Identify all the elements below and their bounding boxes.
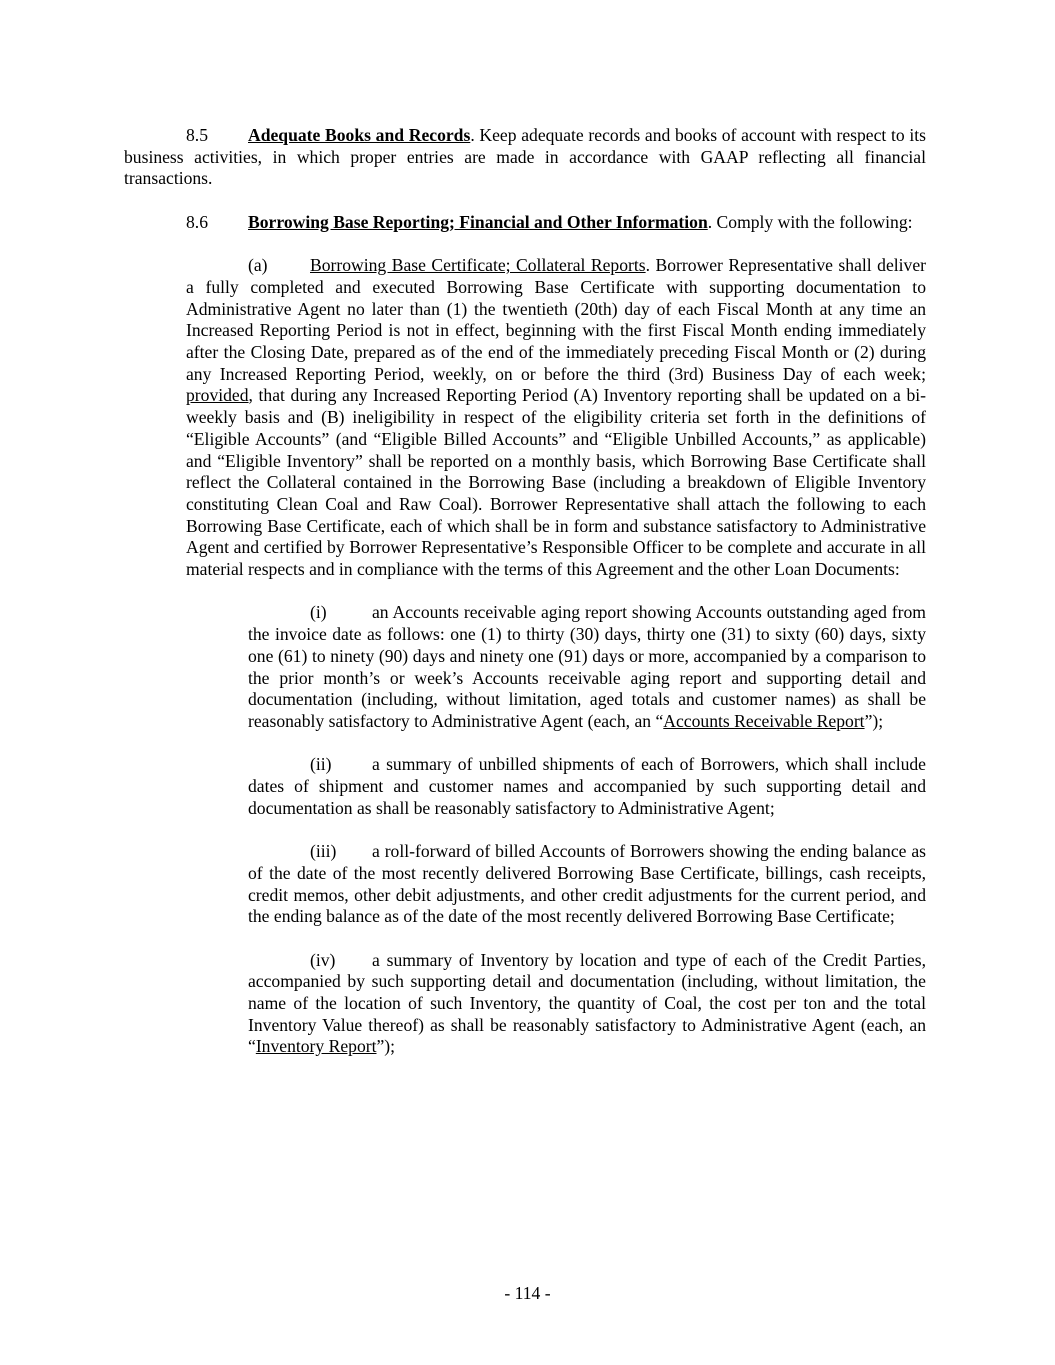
clause-heading: Borrowing Base Certificate; Collateral Reports xyxy=(310,255,646,276)
section-8-5 xyxy=(124,125,926,190)
clause-iv xyxy=(248,950,926,1059)
clause-number: (iv) xyxy=(310,949,336,970)
section-8-6 xyxy=(124,212,926,234)
clause-number: (a) xyxy=(248,255,268,276)
page-number: - 114 - xyxy=(504,1283,551,1303)
clause-ii xyxy=(248,754,926,819)
provided-term: provided xyxy=(186,385,249,406)
section-heading: Adequate Books and Records xyxy=(248,125,471,145)
clause-number: (i) xyxy=(310,602,327,623)
section-number: 8.6 xyxy=(186,211,208,232)
clause-text: . Borrower Representative shall deliver a fully completed and executed Borrowing Base Certificate with supporting documentation to Administrative Agent no later than (1) the twentieth (20th) day of each Fiscal Month at any time an Increased Reporting Period is not in effect, beginning with the first Fiscal Month ending immediately after the Closing Date, prepared as of the end of the immediately preceding Fiscal Month or (2) during any Increased Reporting Period, weekly, on or before the third (3rd) Business Day of each week; xyxy=(186,255,926,384)
clause-text: a summary of Inventory by location and type of each of the Credit Parties, accompanied by such supporting detail and documentation (including, without limitation, the name of the location of such Inventory, the quantity of Coal, the cost per ton and the total Inventory Value thereof) as shall be reasonably satisfactory to Administrative Agent (each, an “ xyxy=(248,949,926,1057)
section-heading: Borrowing Base Reporting; Financial and Other Information xyxy=(248,211,708,232)
section-number: 8.5 xyxy=(186,125,208,145)
clause-number: (ii) xyxy=(310,754,332,775)
clause-text-cont: , that during any Increased Reporting Period (A) Inventory reporting shall be updated on a bi-weekly basis and (B) ineligibility in respect of the eligibility criteria set forth in the definitions of “Eligible Accounts” (and “Eligible Billed Accounts” and “Eligible Unbilled Accounts,” as applicable) and “Eligible Inventory” shall be reported on a monthly basis, which Borrowing Base Certificate shall reflect the Collateral contained in the Borrowing Base (including a breakdown of Eligible Inventory constituting Clean Coal and Raw Coal). Borrower Representative shall attach the following to each Borrowing Base Certificate, each of which shall be in form and substance satisfactory to Administrative Agent and certified by Borrower Representative’s Responsible Officer to be complete and accurate in all material respects and in compliance with the terms of this Agreement and the other Loan Documents: xyxy=(186,385,926,580)
section-text: . Comply with the following: xyxy=(707,211,913,232)
clause-i xyxy=(248,602,926,732)
clause-text-end: ”); xyxy=(864,710,884,731)
defined-term: Accounts Receivable Report xyxy=(663,710,865,731)
clause-a xyxy=(186,255,926,581)
clause-iii xyxy=(248,841,926,928)
defined-term: Inventory Report xyxy=(255,1036,377,1057)
document-page xyxy=(124,125,926,1080)
clause-text: an Accounts receivable aging report showing Accounts outstanding aged from the invoice date as follows: one (1) to thirty (30) days, thirty one (31) to sixty (60) days, sixty one (61) to ninety (90) days and ninety one (91) days or more, accompanied by a comparison to the prior month’s or week’s Accounts receivable aging report and supporting detail and documentation (including, without limitation, aged totals and customer names) as shall be reasonably satisfactory to Administrative Agent (each, an “ xyxy=(248,602,926,731)
clause-text-end: ”); xyxy=(376,1036,396,1057)
section-text: . Keep adequate records and books of account with respect to its business activities, in which proper entries are made in accordance with GAAP reflecting all financial transactions. xyxy=(124,125,926,189)
clause-text: a roll-forward of billed Accounts of Borrowers showing the ending balance as of the date of the most recently delivered Borrowing Base Certificate, billings, cash receipts, credit memos, other debit adjustments, and other credit adjustments for the current period, and the ending balance as of the date of the most recently delivered Borrowing Base Certificate; xyxy=(248,841,926,927)
clause-text: a summary of unbilled shipments of each of Borrowers, which shall include dates of shipment and customer names and accompanied by such supporting detail and documentation as shall be reasonably satisfactory to Administrative Agent; xyxy=(248,754,926,818)
clause-number: (iii) xyxy=(310,841,337,862)
